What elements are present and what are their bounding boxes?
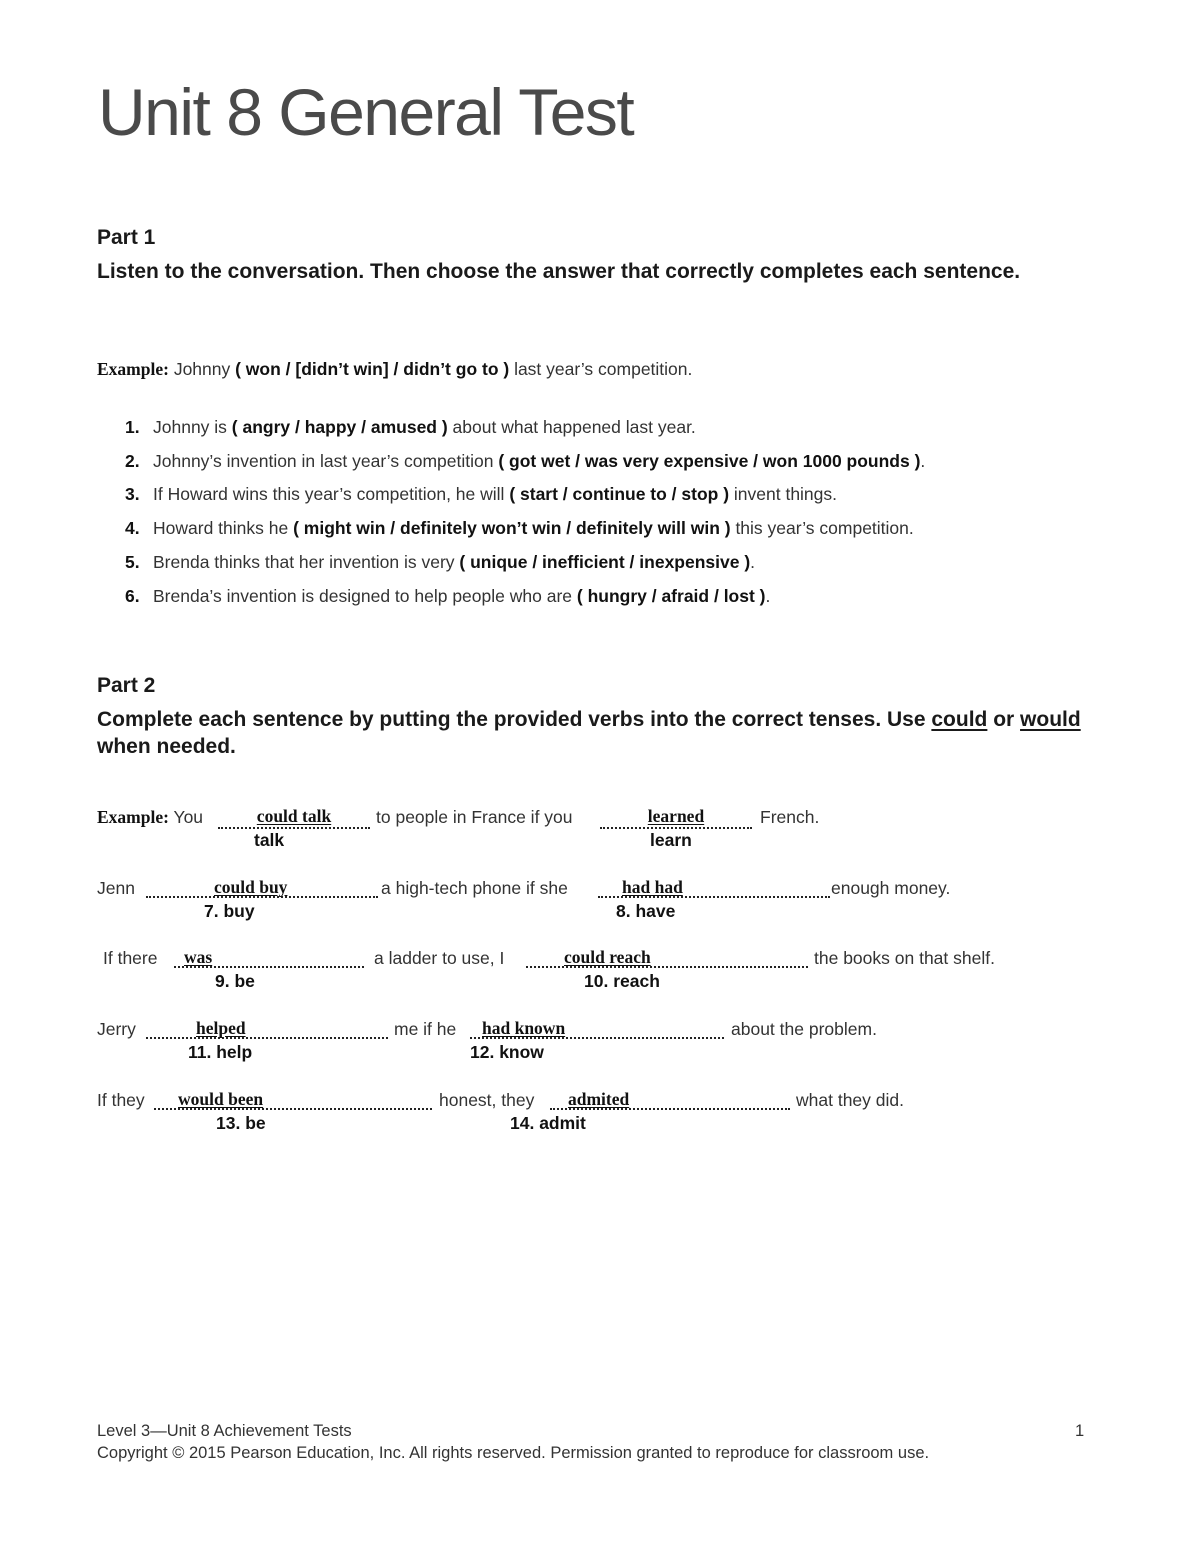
- part2-instruction: Complete each sentence by putting the provided verbs into the correct tenses. Use could or would when needed.: [97, 708, 1081, 758]
- answer-choices[interactable]: ( might win / definitely won’t win / definitely will win ): [293, 518, 731, 538]
- answer-choices[interactable]: ( hungry / afraid / lost ): [576, 586, 766, 606]
- part2-heading: Part 2: [97, 674, 156, 697]
- question-6: 6. Brenda’s invention is designed to help people who are ( hungry / afraid / lost ).: [125, 586, 771, 606]
- part1-instruction: Listen to the conversation. Then choose the answer that correctly completes each sentence.: [97, 260, 1021, 283]
- footer-level: Level 3—Unit 8 Achievement Tests: [97, 1422, 352, 1440]
- verb-hint: talk: [254, 830, 285, 850]
- sentence-text: Jenn: [97, 878, 135, 898]
- sentence-text: about the problem.: [731, 1019, 877, 1039]
- verb-hint: 8. have: [616, 901, 676, 921]
- sentence-text: Jerry: [97, 1019, 136, 1039]
- example-label: Example:: [97, 359, 169, 379]
- sentence-text: the books on that shelf.: [814, 948, 995, 968]
- answer-choices[interactable]: ( got wet / was very expensive / won 1000 pounds ): [498, 451, 921, 471]
- answer-blank-8[interactable]: had had: [598, 876, 830, 898]
- answer-blank-9[interactable]: was: [174, 946, 364, 968]
- answer-blank-10[interactable]: could reach: [526, 946, 808, 968]
- part1-example: Example: Johnny ( won / [didn’t win] / didn’t go to ) last year’s competition.: [97, 359, 693, 379]
- keyword-would: would: [1020, 708, 1081, 731]
- verb-hint: learn: [650, 830, 692, 850]
- page-number: 1: [1075, 1422, 1085, 1440]
- sentence-text: me if he: [394, 1019, 457, 1039]
- verb-hint: 13. be: [216, 1113, 266, 1133]
- question-4: 4. Howard thinks he ( might win / definitely won’t win / definitely will win ) this year’s competition.: [125, 518, 914, 538]
- verb-hint: 12. know: [470, 1042, 544, 1062]
- question-1: 1. Johnny is ( angry / happy / amused ) about what happened last year.: [125, 417, 696, 437]
- example-choices: ( won / [didn’t win] / didn’t go to ): [235, 359, 510, 379]
- sentence-text: If they: [97, 1090, 145, 1110]
- verb-hint: 14. admit: [510, 1113, 586, 1133]
- example-text: Example: You: [97, 807, 204, 827]
- answer-choices[interactable]: ( unique / inefficient / inexpensive ): [459, 552, 751, 572]
- answer-blank-14[interactable]: admited: [550, 1088, 790, 1110]
- answer-blank-12[interactable]: had known: [470, 1017, 724, 1039]
- example-answer-1: could talk: [218, 805, 370, 829]
- question-3: 3. If Howard wins this year’s competition, he will ( start / continue to / stop ) invent things.: [125, 484, 838, 504]
- answer-blank-13[interactable]: would been: [154, 1088, 432, 1110]
- question-2: 2. Johnny’s invention in last year’s competition ( got wet / was very expensive / won 1000 pounds ).: [125, 451, 926, 471]
- keyword-could: could: [931, 708, 988, 731]
- sentence-text: If there: [103, 948, 158, 968]
- page-title: Unit 8 General Test: [98, 75, 634, 149]
- answer-blank-11[interactable]: helped: [146, 1017, 388, 1039]
- sentence-text: a high-tech phone if she: [381, 878, 568, 898]
- sentence-text: to people in France if you: [376, 807, 573, 827]
- sentence-text: a ladder to use, I: [374, 948, 505, 968]
- copyright: Copyright © 2015 Pearson Education, Inc. All rights reserved. Permission granted to reproduce for classroom use.: [97, 1444, 930, 1462]
- part1-heading: Part 1: [97, 226, 156, 249]
- verb-hint: 11. help: [188, 1042, 253, 1062]
- sentence-text: what they did.: [796, 1090, 904, 1110]
- sentence-text: enough money.: [831, 878, 951, 898]
- verb-hint: 7. buy: [204, 901, 255, 921]
- sentence-text: French.: [760, 807, 820, 827]
- question-5: 5. Brenda thinks that her invention is very ( unique / inefficient / inexpensive ).: [125, 552, 756, 572]
- verb-hint: 9. be: [215, 971, 255, 991]
- answer-choices[interactable]: ( angry / happy / amused ): [231, 417, 448, 437]
- verb-hint: 10. reach: [584, 971, 660, 991]
- example-answer-2: learned: [600, 805, 752, 829]
- sentence-text: honest, they: [439, 1090, 535, 1110]
- answer-blank-7[interactable]: could buy: [146, 876, 378, 898]
- answer-choices[interactable]: ( start / continue to / stop ): [509, 484, 730, 504]
